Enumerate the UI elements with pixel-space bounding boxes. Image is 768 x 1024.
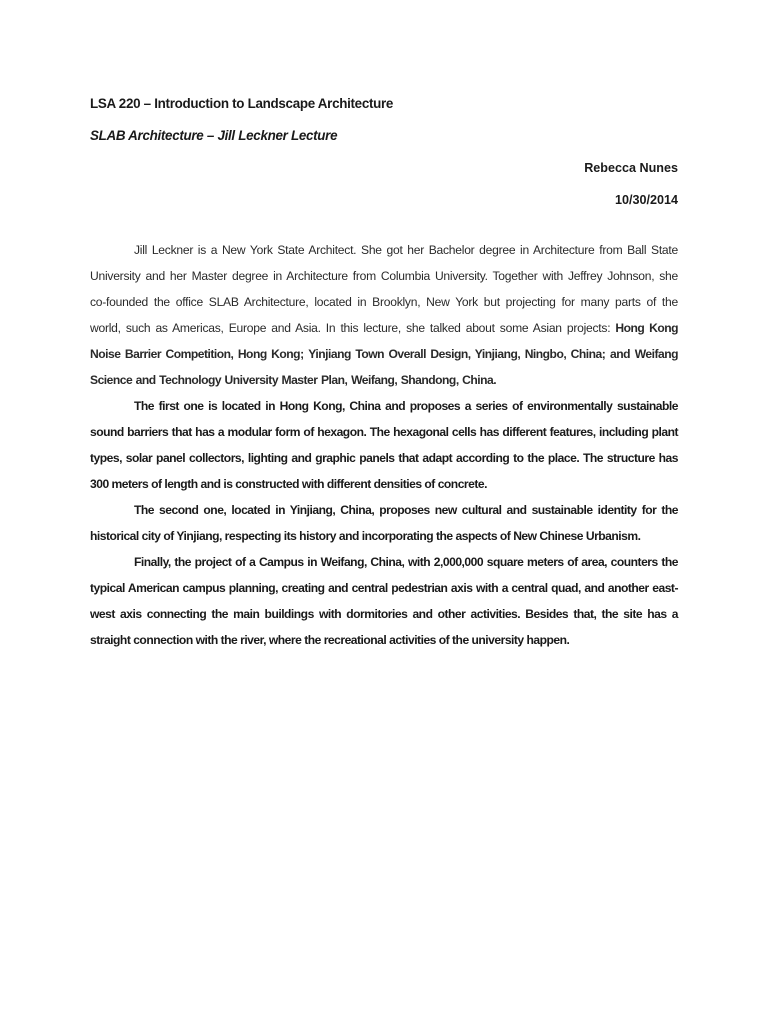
course-title: LSA 220 – Introduction to Landscape Architecture (90, 96, 394, 111)
document-date: 10/30/2014 (614, 193, 678, 207)
author-name: Rebecca Nunes (584, 161, 678, 175)
intro-text: Jill Leckner is a New York State Architect. She got her Bachelor degree in Architecture from Ball State University and her Master degree in Architecture from Columbia University. Together with Jeffrey Johnson, she co-founded the office SLAB Architecture, located in Brooklyn, New York but projecting for many parts of the world, such as Americas, Europe and Asia. In this lecture, she talked about some Asian projects: (90, 243, 678, 335)
project-weifang-location: Weifang, Shandong, China. (351, 373, 497, 387)
project-hong-kong: Hong Kong Noise Barrier Competition, Hong Kong; (90, 321, 678, 361)
yinjiang-paragraph: The second one, located in Yinjiang, China, proposes new cultural and sustainable identity for the historical city of Yinjiang, respecting its history and incorporating the aspects of New Chinese Urbanism. (90, 503, 678, 543)
project-yinjiang: Yinjiang Town Overall Design, Yinjiang, Ningbo, China; (308, 347, 606, 361)
lecture-title: SLAB Architecture – Jill Leckner Lecture (90, 128, 338, 143)
document-content (90, 92, 678, 653)
weifang-paragraph: Finally, the project of a Campus in Weifang, China, with 2,000,000 square meters of area, counters the typical American campus planning, creating and central pedestrian axis with a central quad, and another east-west axis connecting the main buildings with dormitories and other activities. Besides that, the site has a straight connection with the river, where the recreational activities of the university happen. (90, 555, 678, 647)
intro-paragraph (90, 237, 678, 393)
hong-kong-paragraph: The first one is located in Hong Kong, China and proposes a series of environmentally sustainable sound barriers that has a modular form of hexagon. The hexagonal cells has different features, including plant types, solar panel collectors, lighting and graphic panels that adapt according to the place. The structure has 300 meters of length and is constructed with different densities of concrete. (90, 399, 678, 491)
project-weifang: Weifang Science and Technology University Master Plan, (90, 347, 678, 387)
connector-word: and (609, 347, 630, 361)
